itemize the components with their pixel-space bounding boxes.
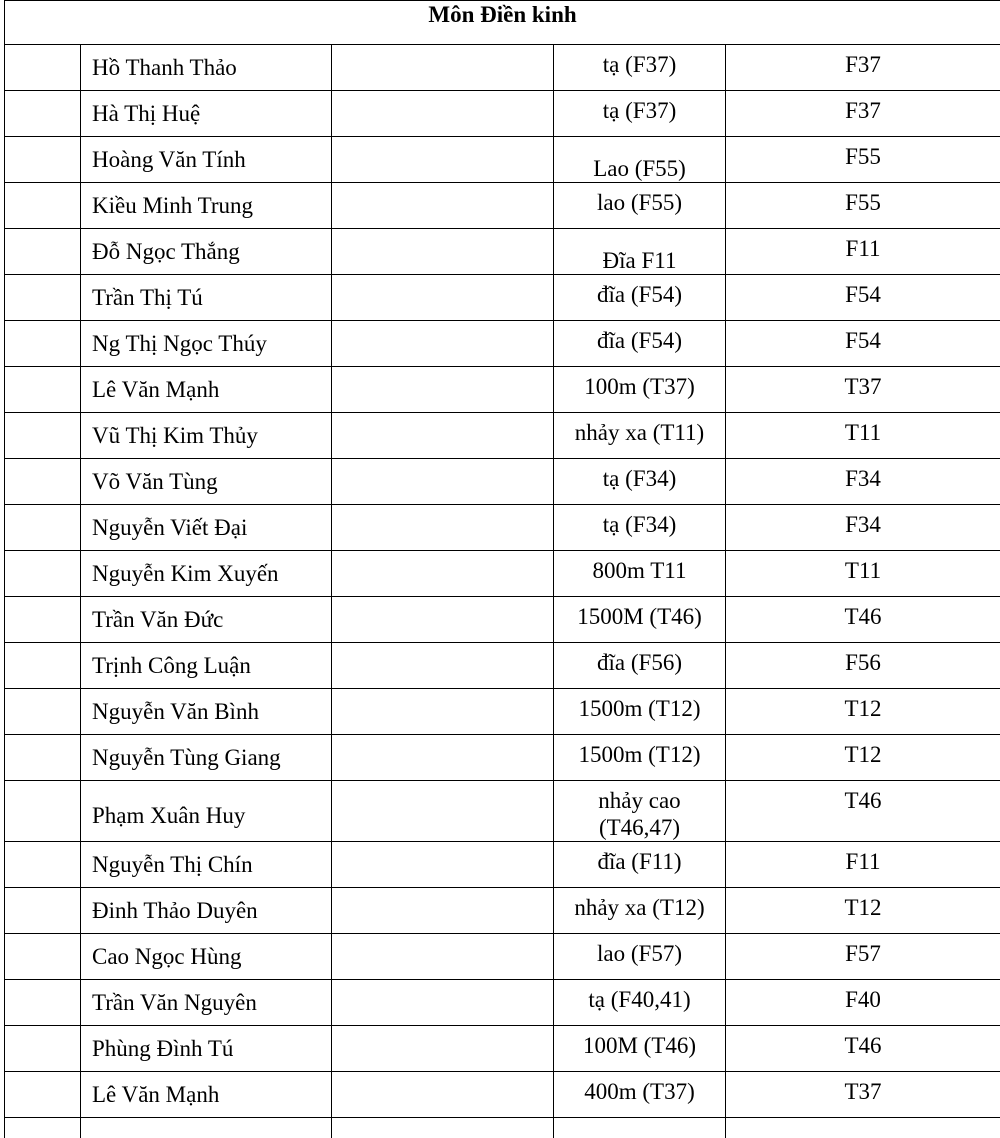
event-cell: lao (F55)	[554, 183, 726, 229]
event-cell: nhảy xa (T12)	[554, 888, 726, 934]
event-cell: tạ (F37)	[554, 45, 726, 91]
event-cell: tạ (F37)	[554, 91, 726, 137]
athlete-name: Trần Thị Tú	[81, 275, 332, 321]
table-row	[5, 1072, 1000, 1118]
class-cell: F55	[726, 137, 1000, 183]
event-cell: 1500m (T12)	[554, 689, 726, 735]
class-cell: F34	[726, 505, 1000, 551]
class-cell: F54	[726, 321, 1000, 367]
table-row	[5, 888, 1000, 934]
table-row-partial	[5, 1118, 1000, 1138]
table-row	[5, 137, 1000, 183]
event-line-2: (T46,47)	[599, 815, 680, 840]
class-cell: T12	[726, 735, 1000, 781]
athlete-name: Kiều Minh Trung	[81, 183, 332, 229]
athlete-name: Trần Văn Đức	[81, 597, 332, 643]
athletics-table	[4, 0, 1000, 1138]
event-cell: 100m (T37)	[554, 367, 726, 413]
athlete-name: Nguyễn Văn Bình	[81, 689, 332, 735]
athlete-name: Cao Ngọc Hùng	[81, 934, 332, 980]
class-cell: T46	[726, 597, 1000, 643]
event-cell: tạ (F34)	[554, 459, 726, 505]
table-row	[5, 1026, 1000, 1072]
athlete-name: Phùng Đình Tú	[81, 1026, 332, 1072]
class-cell: F37	[726, 91, 1000, 137]
class-cell: F37	[726, 45, 1000, 91]
class-cell: T12	[726, 689, 1000, 735]
class-cell: T11	[726, 551, 1000, 597]
table-row	[5, 229, 1000, 275]
event-cell: đĩa (F54)	[554, 321, 726, 367]
athlete-name: Hồ Thanh Thảo	[81, 45, 332, 91]
event-cell: 400m (T37)	[554, 1072, 726, 1118]
athlete-name: Nguyễn Viết Đại	[81, 505, 332, 551]
athlete-name: Võ Văn Tùng	[81, 459, 332, 505]
athlete-name: Nguyễn Kim Xuyến	[81, 551, 332, 597]
event-cell: đĩa (F11)	[554, 842, 726, 888]
table-row	[5, 597, 1000, 643]
athlete-name: Đinh Thảo Duyên	[81, 888, 332, 934]
athlete-name: Trịnh Công Luận	[81, 643, 332, 689]
table-row	[5, 842, 1000, 888]
event-cell: tạ (F34)	[554, 505, 726, 551]
table-row	[5, 551, 1000, 597]
table-row	[5, 45, 1000, 91]
athlete-name: Đỗ Ngọc Thắng	[81, 229, 332, 275]
event-cell: tạ (F40,41)	[554, 980, 726, 1026]
athlete-name: Hà Thị Huệ	[81, 91, 332, 137]
athlete-name: Trần Văn Nguyên	[81, 980, 332, 1026]
table-row	[5, 735, 1000, 781]
table-title: Môn Điền kinh	[5, 1, 1000, 45]
class-cell: F56	[726, 643, 1000, 689]
class-cell: F54	[726, 275, 1000, 321]
event-cell: 100M (T46)	[554, 1026, 726, 1072]
athlete-name: Ng Thị Ngọc Thúy	[81, 321, 332, 367]
athlete-name: Lê Văn Mạnh	[81, 367, 332, 413]
table-row	[5, 413, 1000, 459]
class-cell: T46	[726, 1026, 1000, 1072]
class-cell: T37	[726, 1072, 1000, 1118]
event-cell: đĩa (F54)	[554, 275, 726, 321]
event-cell: 1500M (T46)	[554, 597, 726, 643]
table-row	[5, 781, 1000, 842]
class-cell: T12	[726, 888, 1000, 934]
athlete-name: Phạm Xuân Huy	[81, 781, 332, 842]
table-row	[5, 934, 1000, 980]
class-cell: F57	[726, 934, 1000, 980]
athlete-name: Nguyễn Thị Chín	[81, 842, 332, 888]
event-cell: Đĩa F11	[554, 229, 726, 275]
athlete-name: Nguyễn Tùng Giang	[81, 735, 332, 781]
event-cell: Lao (F55)	[554, 137, 726, 183]
class-cell: F11	[726, 229, 1000, 275]
table-row	[5, 91, 1000, 137]
event-line-1: nhảy cao	[598, 788, 680, 813]
class-cell: F11	[726, 842, 1000, 888]
event-cell: nhảy xa (T11)	[554, 413, 726, 459]
class-cell: T37	[726, 367, 1000, 413]
event-cell: 1500m (T12)	[554, 735, 726, 781]
table-row	[5, 689, 1000, 735]
class-cell: T46	[726, 781, 1000, 842]
table-title-row	[5, 1, 1000, 45]
event-cell: lao (F57)	[554, 934, 726, 980]
table-row	[5, 321, 1000, 367]
class-cell: F55	[726, 183, 1000, 229]
athlete-name: Lê Văn Mạnh	[81, 1072, 332, 1118]
event-cell: 800m T11	[554, 551, 726, 597]
athlete-name: Vũ Thị Kim Thủy	[81, 413, 332, 459]
class-cell: F40	[726, 980, 1000, 1026]
table-row	[5, 980, 1000, 1026]
table-row	[5, 643, 1000, 689]
class-cell: F34	[726, 459, 1000, 505]
class-cell: T11	[726, 413, 1000, 459]
table-row	[5, 183, 1000, 229]
event-cell	[554, 781, 726, 842]
table-row	[5, 367, 1000, 413]
table-row	[5, 505, 1000, 551]
table-row	[5, 275, 1000, 321]
table-row	[5, 459, 1000, 505]
athlete-name: Hoàng Văn Tính	[81, 137, 332, 183]
event-cell: đĩa (F56)	[554, 643, 726, 689]
